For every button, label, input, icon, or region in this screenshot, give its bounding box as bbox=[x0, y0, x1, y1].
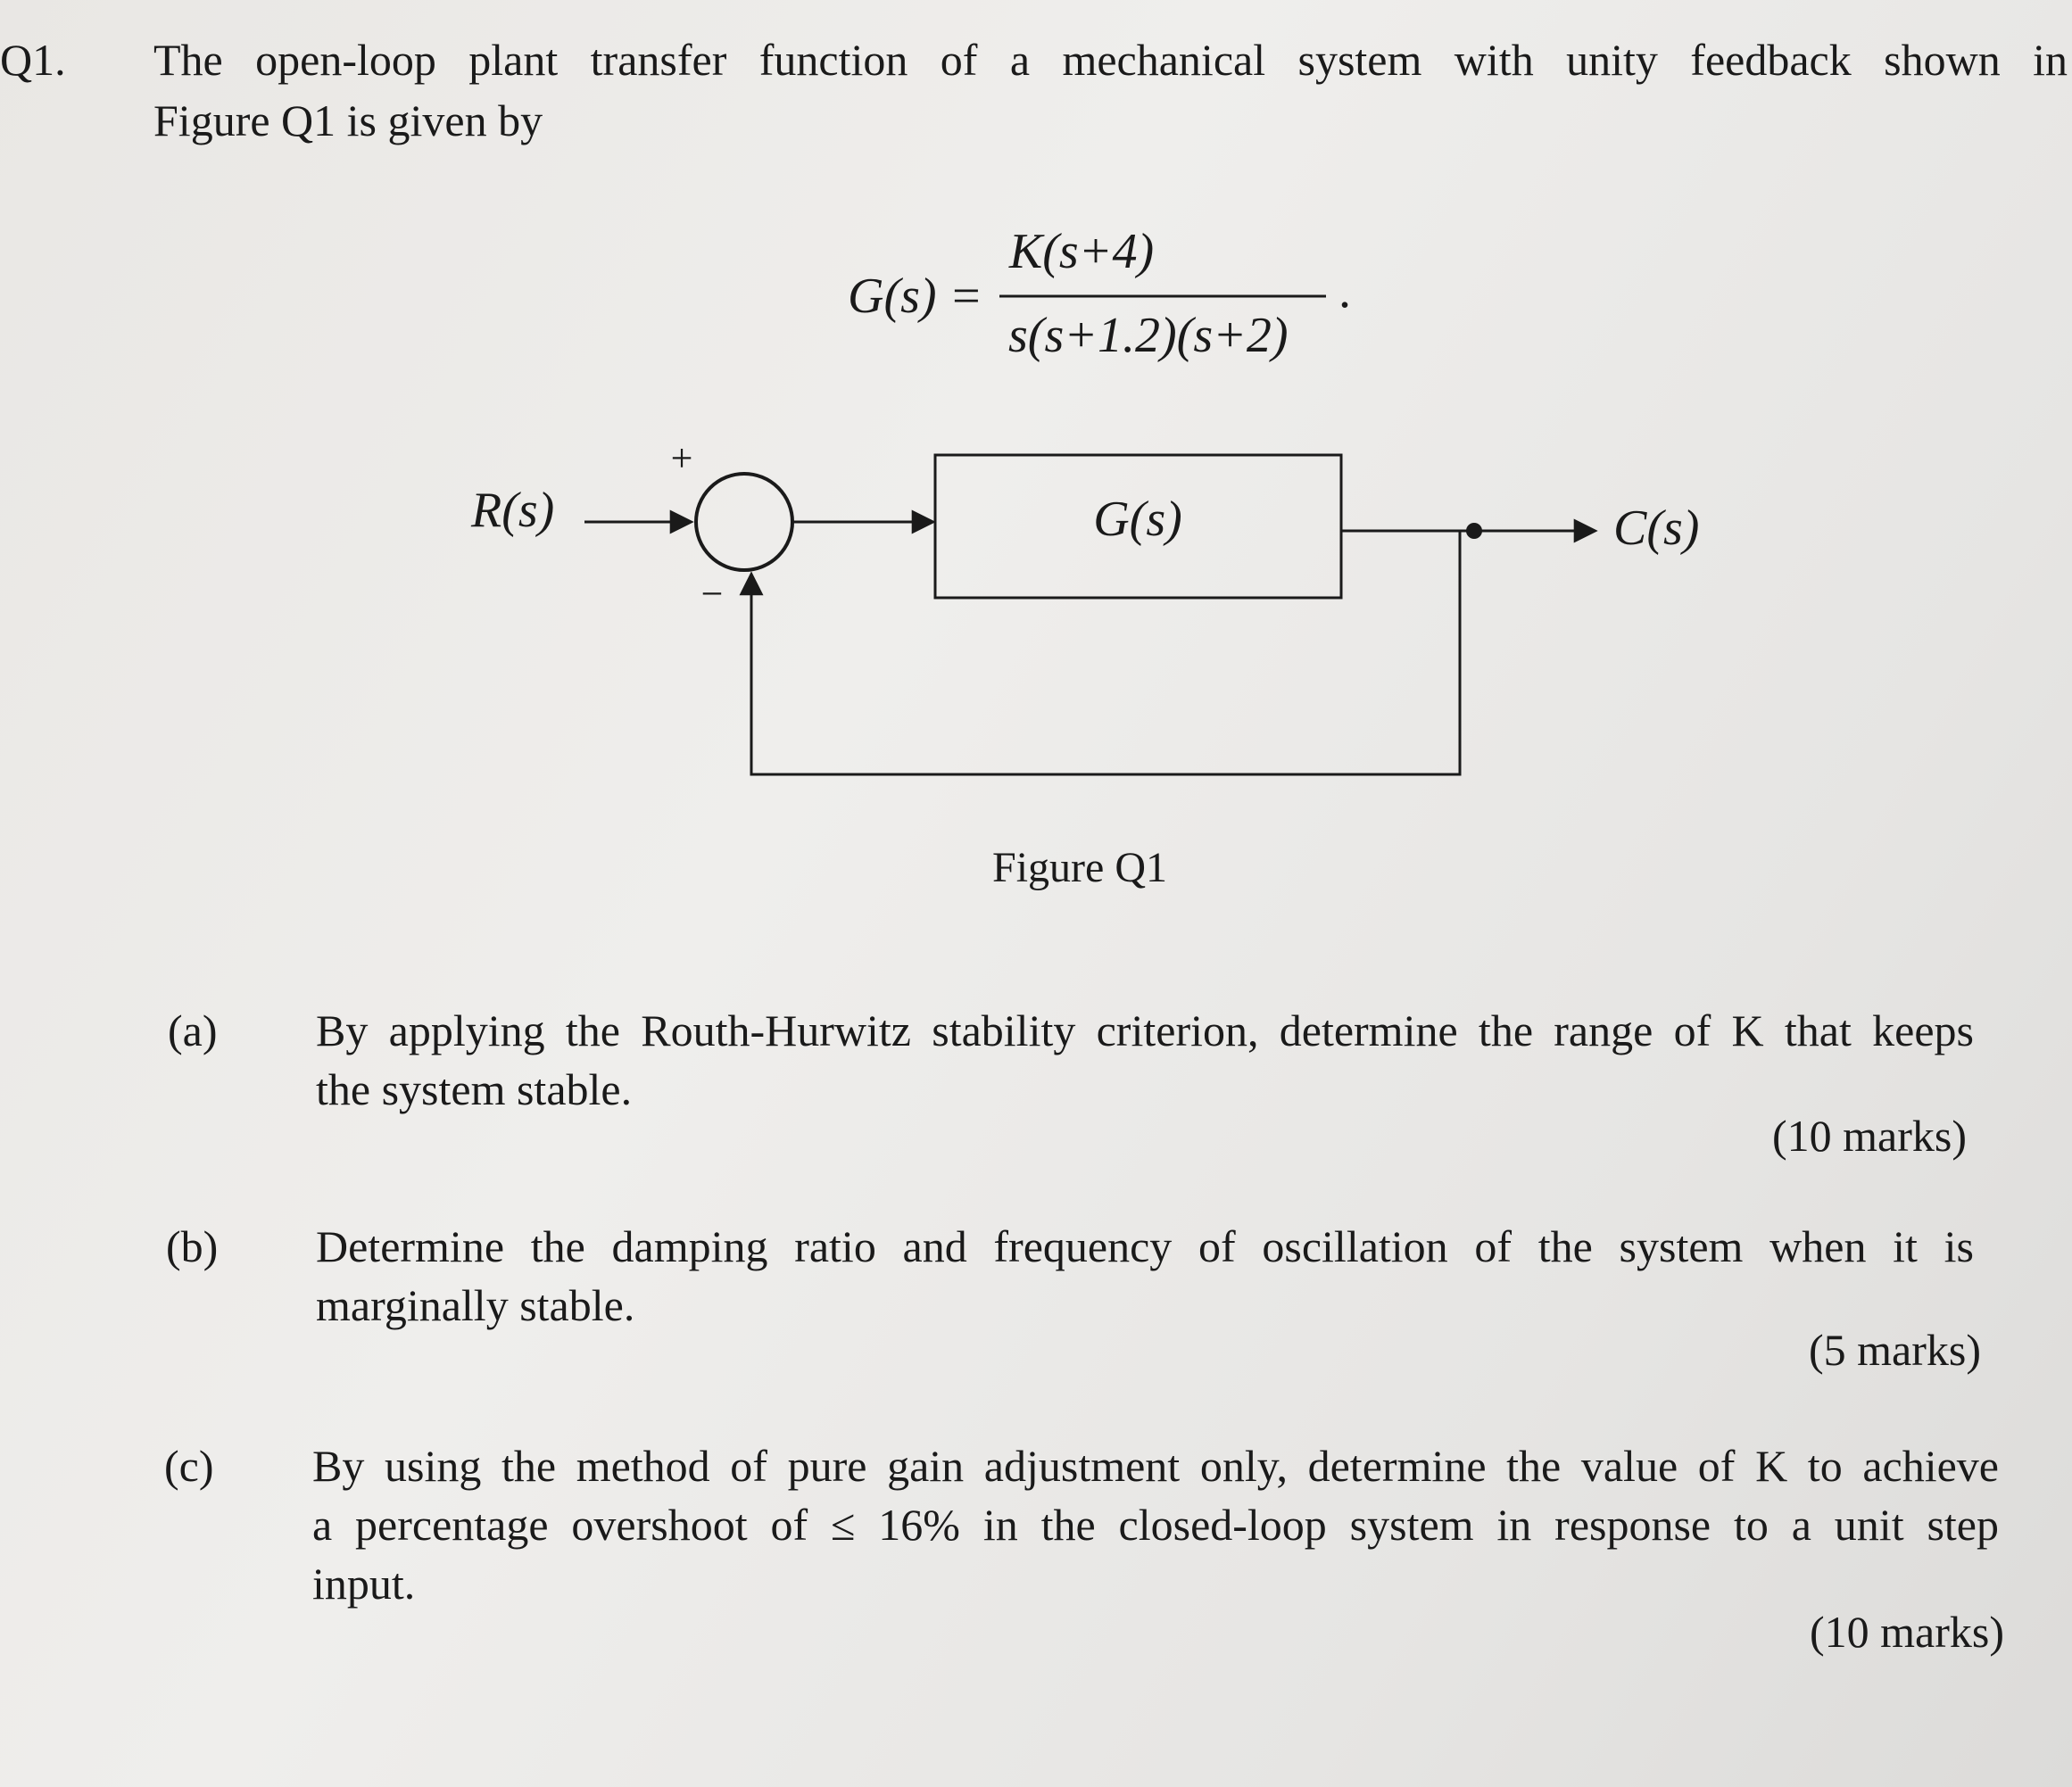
part-c-label: (c) bbox=[164, 1441, 214, 1491]
part-b-text bbox=[316, 1217, 1974, 1335]
summing-junction bbox=[696, 474, 792, 570]
equation-numerator: K(s+4) bbox=[1008, 224, 1155, 279]
part-b-label: (b) bbox=[166, 1221, 219, 1271]
feedback-path bbox=[751, 531, 1460, 774]
plus-sign: + bbox=[670, 436, 693, 480]
block-diagram bbox=[0, 428, 2072, 803]
part-c-line3: input. bbox=[312, 1559, 416, 1609]
part-c-text bbox=[312, 1436, 1999, 1613]
part-a-marks: (10 marks) bbox=[1772, 1111, 1967, 1161]
part-c-line2: a percentage overshoot of ≤ 16% in the closed-loop system in response to a unit step bbox=[312, 1500, 1999, 1550]
part-c-line1: By using the method of pure gain adjustment only, determine the value of K to achieve bbox=[312, 1441, 1999, 1491]
part-a-label: (a) bbox=[168, 1005, 218, 1055]
part-a-line1: By applying the Routh-Hurwitz stability criterion, determine the range of K that keeps bbox=[316, 1005, 1974, 1055]
part-c-marks: (10 marks) bbox=[1810, 1607, 2004, 1657]
question-number: Q1. bbox=[0, 35, 66, 85]
equation-lhs: G(s) = bbox=[848, 269, 983, 324]
takeoff-point bbox=[1466, 523, 1482, 539]
question-stem-line2: Figure Q1 is given by bbox=[153, 95, 543, 145]
part-b-marks: (5 marks) bbox=[1809, 1325, 1981, 1375]
part-a-text bbox=[316, 1001, 1974, 1119]
part-a-line2: the system stable. bbox=[316, 1064, 633, 1114]
figure-caption: Figure Q1 bbox=[992, 844, 1167, 891]
part-b-line2: marginally stable. bbox=[316, 1280, 635, 1330]
transfer-function-equation bbox=[839, 214, 1410, 393]
output-label: C(s) bbox=[1613, 501, 1700, 556]
block-label: G(s) bbox=[1093, 492, 1182, 547]
question-stem-line1: The open-loop plant transfer function of a mechanical system with unity feedback shown in bbox=[153, 35, 2068, 85]
minus-sign: − bbox=[700, 572, 724, 616]
equation-denominator: s(s+1.2)(s+2) bbox=[1008, 308, 1289, 363]
equation-terminator: . bbox=[1339, 263, 1351, 319]
input-label: R(s) bbox=[471, 483, 555, 538]
part-b-line1: Determine the damping ratio and frequency of oscillation of the system when it is bbox=[316, 1221, 1974, 1271]
